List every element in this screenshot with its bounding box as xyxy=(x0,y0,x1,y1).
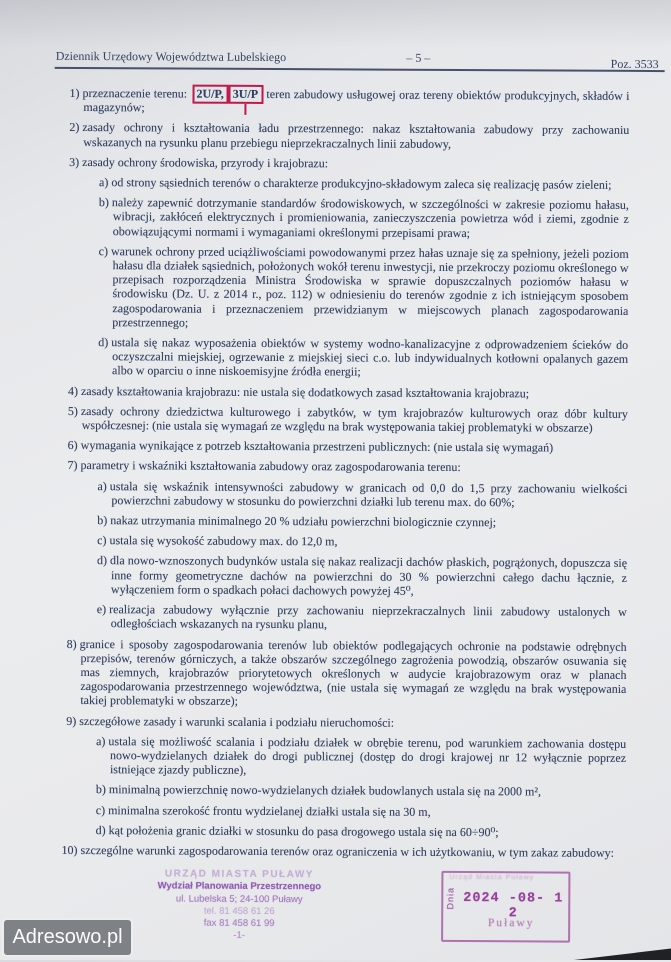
list-item-3 xyxy=(68,155,629,381)
item-text: szczegółowe zasady i warunki scalania i podziału nieruchomości: xyxy=(79,713,395,730)
sub-text: od strony sąsiednich terenów o charakterze produkcyjno-składowym zaleca się realizację pasów zieleni; xyxy=(111,175,612,192)
item-text: teren zabudowy usługowej oraz tereny obiektów produkcyjnych, składów i magazynów; xyxy=(83,86,630,115)
item-number: 1) xyxy=(69,85,80,101)
sub-text: dla nowo-wznoszonych budynków ustala się nakaz realizacji dachów płaskich, pogrążonych, dopuszcza się inne formy geometryczne dachów na powierzchni do 30 % powierzchni całego dachu łącznie, z wyłączeniem form o spadkach połaci dachowych powyżej 45⁰, xyxy=(110,553,628,598)
list-item-7 xyxy=(67,458,628,633)
sub-text: realizacja zabudowy wyłącznie przy zachowaniu nieprzekraczalnych linii zabudowy ustalonych w odległościach wskazanych na rysunku planu, xyxy=(109,602,627,632)
item-text: granice i sposoby zagospodarowania terenów lub obiektów podlegających ochronie na podstawie odrębnych przepisów, terenów górniczych, a także obszarów szczególnego zagrożenia powodzią, obszarów osuwania się mas ziemnych, krajobrazów priorytetowych określonych w audycie krajobrazowym oraz w planach zagospodarowania przestrzennego województwa, (nie ustala się wymagań ze względu na brak występowania takiej problematyki w obszarze); xyxy=(79,636,627,709)
document-body xyxy=(61,85,630,860)
item-text: parametry i wskaźniki kształtowania zabudowy oraz zagospodarowania terenu: xyxy=(80,458,461,475)
sub-text: ustala się nakaz wyposażenia obiektów w systemy wodno-kanalizacyjne z odprowadzeniem ścieków do oczyszczalni miejskiej, ogrzewanie z miejskiej sieci c.o. lub indywidualnych kotłowni opalanych gazem albo w oparciu o inne niskoemisyjne źródła energii; xyxy=(111,335,629,379)
item-text: wymagania wynikające z potrzeb kształtowania przestrzeni publicznych: (nie ustala się wymagań) xyxy=(80,438,554,455)
stamp-department: Wydział Planowania Przestrzennego xyxy=(157,880,322,893)
page-number: – 5 – xyxy=(406,50,431,65)
sublist xyxy=(96,734,627,840)
sub-text: kąt położenia granic działki w stosunku do pasa drogowego ustala się na 60÷90⁰; xyxy=(108,822,499,839)
journal-title: Dziennik Urzędowy Województwa Lubelskiego xyxy=(55,48,287,65)
sub-letter: d) xyxy=(98,335,109,350)
position-number: Poz. 3533 xyxy=(610,56,659,72)
stamp-phone: tel. 81 458 61 26 xyxy=(203,905,275,917)
sub-item-3c xyxy=(98,244,628,332)
sub-item-9d xyxy=(96,823,626,840)
sub-item-3d xyxy=(98,335,628,380)
sub-item-9c xyxy=(96,803,626,820)
stamp-address: ul. Lubelska 5; 24-100 Puławy xyxy=(175,893,303,905)
sub-letter: a) xyxy=(97,478,107,493)
list-item-1 xyxy=(69,86,629,117)
item-text: zasady ochrony środowiska, przyrody i krajobrazu: xyxy=(82,154,329,171)
item-number: 4) xyxy=(67,383,78,398)
sub-item-3b xyxy=(99,195,629,240)
item-number: 9) xyxy=(66,713,77,728)
sub-letter: c) xyxy=(95,802,106,817)
list-item-9 xyxy=(66,713,627,839)
sub-letter: b) xyxy=(97,513,108,528)
sub-letter: d) xyxy=(97,553,108,568)
page-header xyxy=(55,48,659,72)
item-number: 6) xyxy=(67,438,78,453)
sub-letter: b) xyxy=(98,195,109,210)
sub-item-7d xyxy=(97,554,627,599)
item-text: szczególne warunki zagospodarowania terenów oraz ograniczenia w ich użytkowaniu, w tym zakaz zabudowy: xyxy=(80,842,615,860)
sub-text: warunek ochrony przed uciążliwościami powodowanymi przez hałas uznaje się za spełniony, jeżeli poziom hałasu dla działek sąsiednich, położonych wokół terenu inwestycji, nie przekroczy poziomu określonego w przepisach rozporządzenia Ministra Środowiska w sprawie dopuszczalnych poziomów hałasu w środowisku (Dz. U. z 2014 r., poz. 112) w odniesieniu do terenów zgodnie z ich istniejącym sposobem zagospodarowania i przeznaczeniem przewidzianym w miejscowych planach zagospodarowania przestrzennego; xyxy=(110,244,629,330)
office-ink-stamp xyxy=(110,868,368,943)
adresowo-watermark xyxy=(2,918,133,957)
sub-text: ustala się możliwość scalania i podziału działek w obrębie terenu, pod warunkiem zachowania dostępu nowo-wydzielanych działek do drogi publicznej (dostęp do drogi krajowej nr 12 wyłącznie poprzez istniejące zjazdy publiczne), xyxy=(108,733,627,778)
list-item-10 xyxy=(62,843,626,860)
sub-text: należy zapewnić dotrzymanie standardów środowiskowych, w szczególności w zakresie poziomu hałasu, wibracji, zakłóceń elektrycznych i promieniowania, zanieczyszczenia powietrza wód i ziemi, zgodnie z obowiązującymi normami i wymaganiami określonymi przepisami prawa; xyxy=(111,195,629,240)
sublist xyxy=(98,175,629,380)
date-ink-stamp xyxy=(441,871,570,943)
stamp-date-label: Dnia xyxy=(445,886,456,910)
sub-text: nakaz utrzymania minimalnego 20 % udziału powierzchni biologicznie czynnej; xyxy=(110,513,497,530)
list-item-5 xyxy=(68,404,628,435)
sublist xyxy=(97,479,628,634)
list-item-6 xyxy=(68,438,628,455)
sub-item-9a xyxy=(96,734,626,779)
sub-text: minimalną powierzchnię nowo-wydzielanych działek budowlanych ustala się na 2000 m², xyxy=(108,782,542,799)
item-number: 7) xyxy=(67,458,78,473)
sub-item-7b xyxy=(97,513,627,530)
item-text: zasady ochrony i kształtowania ładu przestrzennego: nakaz kształtowania zabudowy przy zachowaniu wskazanych na rysunku planu przebiegu nieprzekraczalnych linii zabudowy, xyxy=(82,120,630,151)
item-number: 8) xyxy=(66,636,77,651)
item-text: zasady kształtowania krajobrazu: nie ustala się dodatkowych zasad kształtowania krajobrazu; xyxy=(80,383,530,401)
item-number: 10) xyxy=(61,842,78,857)
watermark-label: Adresowo.pl xyxy=(12,926,123,948)
stamp-fax: fax 81 458 61 99 xyxy=(203,917,275,930)
stamp-date-value: 2024 -08- 1 2 xyxy=(463,891,564,922)
list-item-8 xyxy=(66,636,626,710)
stamp-office-name: URZĄD MIASTA PUŁAWY xyxy=(164,868,314,881)
sub-item-7e xyxy=(97,602,627,633)
sub-letter: c) xyxy=(98,243,109,258)
sub-letter: a) xyxy=(96,733,106,748)
stamp-page-mark: -1- xyxy=(233,930,245,942)
sub-text: minimalna szerokość frontu wydzielanej działki ustala się na 30 m, xyxy=(108,802,431,819)
stamp-ghost-text: Urząd Miasta Puławy xyxy=(449,873,535,882)
item-number: 2) xyxy=(69,120,80,135)
item-number: 3) xyxy=(69,154,80,169)
sub-letter: e) xyxy=(96,602,107,617)
list-item-2 xyxy=(69,120,629,151)
red-annotation-box-3up: 3U/P xyxy=(229,85,263,104)
item-number: 5) xyxy=(67,403,78,418)
sub-item-9b xyxy=(96,782,626,799)
item-text: zasady ochrony dziedzictwa kulturowego i zabytków, w tym krajobrazów kulturowych oraz dóbr kultury współczesnej: (nie ustala się wymagań ze względu na brak występowania takiej problematyki w obszarze) xyxy=(80,403,628,435)
header-rule xyxy=(55,67,665,72)
sub-item-7c xyxy=(97,533,627,550)
sub-letter: a) xyxy=(99,175,109,190)
red-annotation-box-2up: 2U/P, xyxy=(192,85,228,104)
sub-letter: c) xyxy=(97,533,107,548)
sub-item-3a xyxy=(99,175,629,192)
item-text: przeznaczenie terenu: xyxy=(82,86,188,101)
list-item-4 xyxy=(68,384,628,401)
sub-letter: d) xyxy=(95,822,106,837)
sub-text: ustala się wskaźnik intensywności zabudowy w granicach od 0,0 do 1,5 przy zachowaniu wielkości powierzchni zabudowy w stosunku do powierzchni działki lub terenu max. do 60%; xyxy=(109,478,628,510)
stamp-city: Puławy xyxy=(487,917,535,930)
sub-item-7a xyxy=(97,479,627,510)
sub-text: ustala się wysokość zabudowy max. do 12,0 m, xyxy=(109,533,338,549)
sub-letter: b) xyxy=(95,782,106,797)
